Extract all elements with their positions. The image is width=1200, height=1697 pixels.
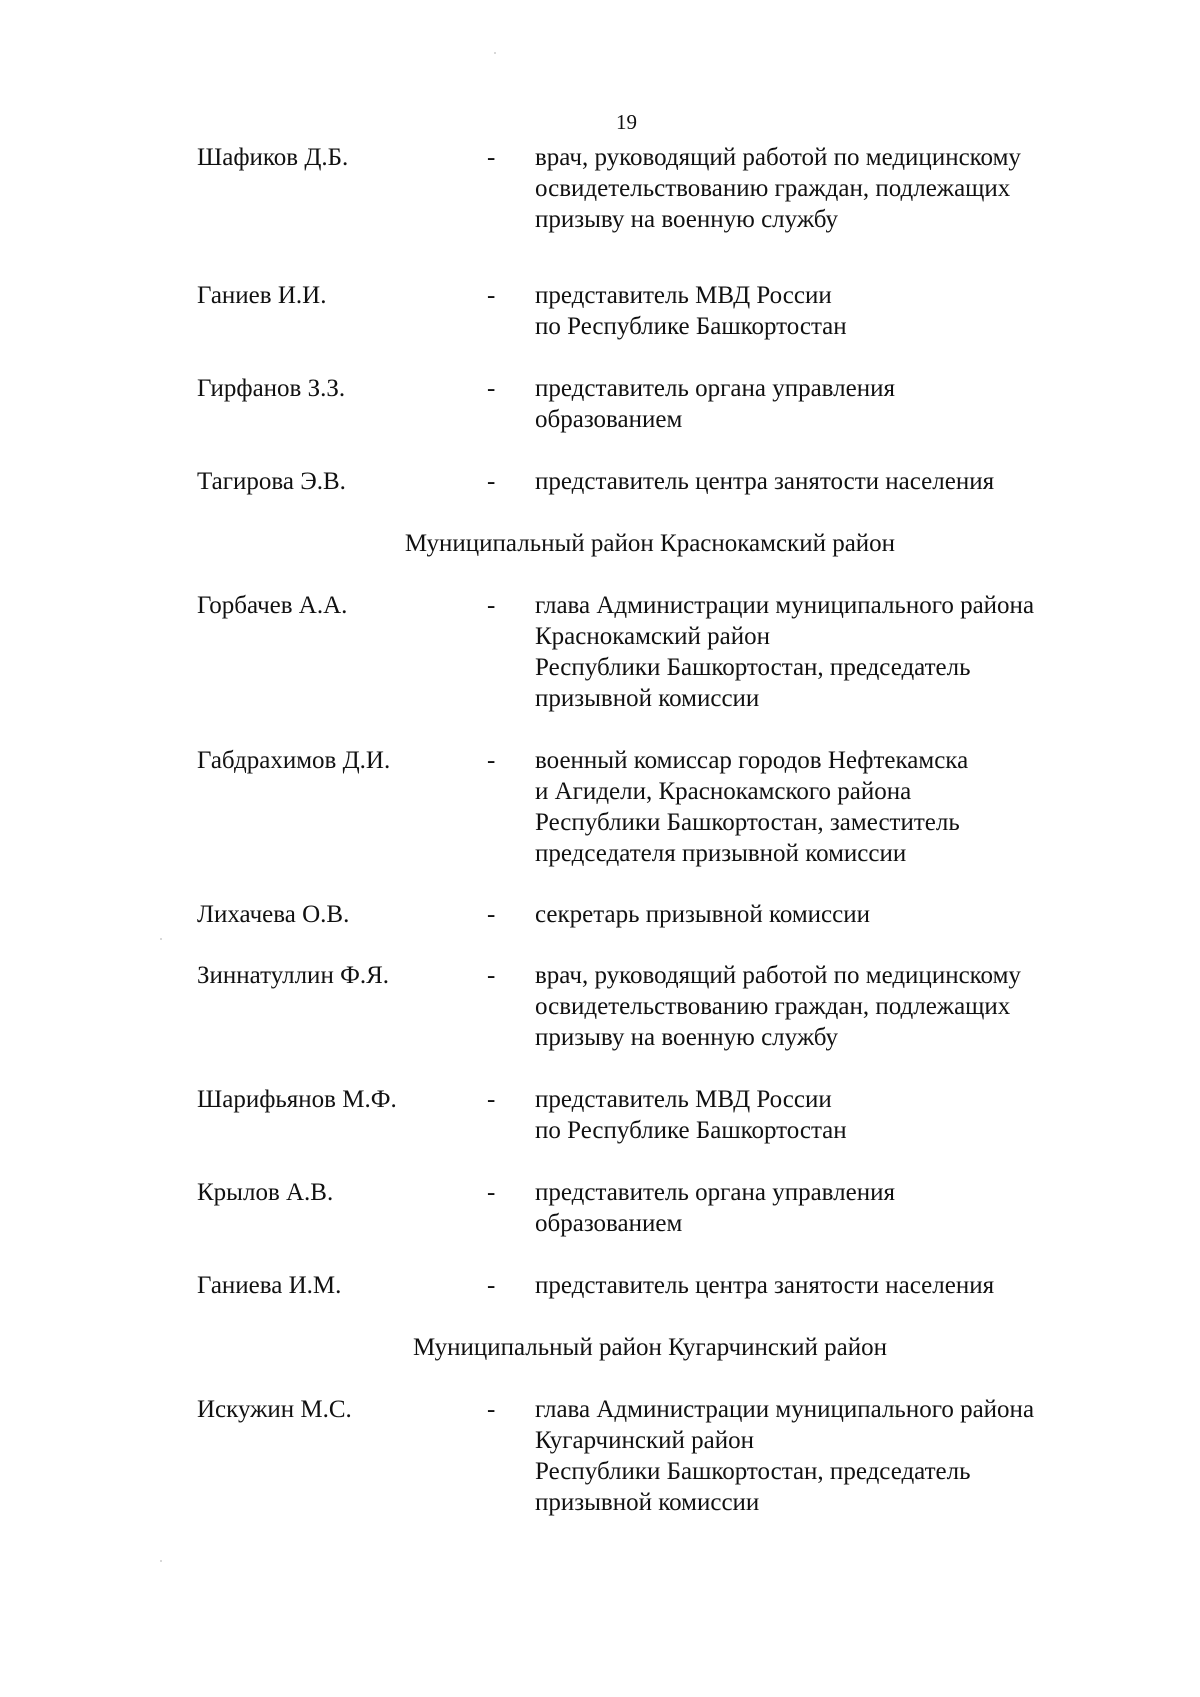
separator-dash: - — [487, 1272, 496, 1299]
role-line: призыву на военную службу — [535, 206, 839, 233]
separator-dash: - — [487, 282, 496, 309]
role-line: глава Администрации муниципального района — [535, 592, 1035, 619]
member-name: Ганиев И.И. — [197, 282, 327, 309]
role-line: по Республике Башкортостан — [535, 1117, 847, 1144]
role-line: Республики Башкортостан, председатель — [535, 654, 971, 681]
section-heading: Муниципальный район Кугарчинский район — [412, 1334, 888, 1361]
role-line: по Республике Башкортостан — [535, 313, 847, 340]
page-number: 19 — [616, 110, 637, 134]
role-line: Республики Башкортостан, председатель — [535, 1458, 971, 1485]
separator-dash: - — [487, 962, 496, 989]
member-name: Горбачев А.А. — [197, 592, 348, 619]
member-role — [535, 1270, 994, 1301]
separator-dash: - — [487, 747, 496, 774]
member-role — [535, 280, 847, 342]
role-line: призывной комиссии — [535, 685, 760, 712]
member-name: Тагирова Э.В. — [197, 468, 346, 495]
role-line: врач, руководящий работой по медицинскому — [535, 962, 1021, 989]
member-role — [535, 1177, 895, 1239]
member-role — [535, 1084, 847, 1146]
member-role — [535, 1394, 1034, 1518]
member-role — [535, 373, 895, 435]
role-line: военный комиссар городов Нефтекамска — [535, 747, 969, 774]
member-role — [535, 960, 1021, 1053]
role-line: секретарь призывной комиссии — [535, 901, 871, 928]
role-line: представитель органа управления — [535, 1179, 895, 1206]
member-role — [535, 745, 968, 869]
member-name: Лихачева О.В. — [197, 901, 350, 928]
role-line: призыву на военную службу — [535, 1024, 839, 1051]
role-line: образованием — [535, 1210, 683, 1237]
separator-dash: - — [487, 901, 496, 928]
member-name: Крылов А.В. — [197, 1179, 334, 1206]
member-role — [535, 142, 1021, 235]
role-line: Республики Башкортостан, заместитель — [535, 809, 960, 836]
separator-dash: - — [487, 468, 496, 495]
member-role — [535, 590, 1034, 714]
role-line: Кугарчинский район — [535, 1427, 754, 1454]
separator-dash: - — [487, 1086, 496, 1113]
member-name: Габдрахимов Д.И. — [197, 747, 391, 774]
scan-artifact — [160, 1560, 162, 1562]
role-line: Краснокамский район — [535, 623, 771, 650]
scan-artifact — [160, 938, 162, 940]
role-line: освидетельствованию граждан, подлежащих — [535, 175, 1011, 202]
separator-dash: - — [487, 1179, 496, 1206]
separator-dash: - — [487, 375, 496, 402]
role-line: и Агидели, Краснокамского района — [535, 778, 912, 805]
role-line: врач, руководящий работой по медицинскому — [535, 144, 1021, 171]
member-name: Зиннатуллин Ф.Я. — [197, 962, 389, 989]
role-line: глава Администрации муниципального района — [535, 1396, 1035, 1423]
scan-artifact — [494, 52, 496, 54]
separator-dash: - — [487, 144, 496, 171]
member-name: Ганиева И.М. — [197, 1272, 342, 1299]
role-line: представитель органа управления — [535, 375, 895, 402]
role-line: призывной комиссии — [535, 1489, 760, 1516]
role-line: представитель МВД России — [535, 1086, 832, 1113]
role-line: председателя призывной комиссии — [535, 840, 907, 867]
role-line: образованием — [535, 406, 683, 433]
member-role — [535, 466, 994, 497]
role-line: представитель МВД России — [535, 282, 832, 309]
section-heading: Муниципальный район Краснокамский район — [404, 530, 896, 557]
member-role — [535, 899, 870, 930]
separator-dash: - — [487, 592, 496, 619]
member-name: Шарифьянов М.Ф. — [197, 1086, 397, 1113]
member-name: Шафиков Д.Б. — [197, 144, 349, 171]
role-line: освидетельствованию граждан, подлежащих — [535, 993, 1011, 1020]
role-line: представитель центра занятости населения — [535, 1272, 995, 1299]
separator-dash: - — [487, 1396, 496, 1423]
role-line: представитель центра занятости населения — [535, 468, 995, 495]
member-name: Гирфанов З.З. — [197, 375, 346, 402]
member-name: Искужин М.С. — [197, 1396, 352, 1423]
